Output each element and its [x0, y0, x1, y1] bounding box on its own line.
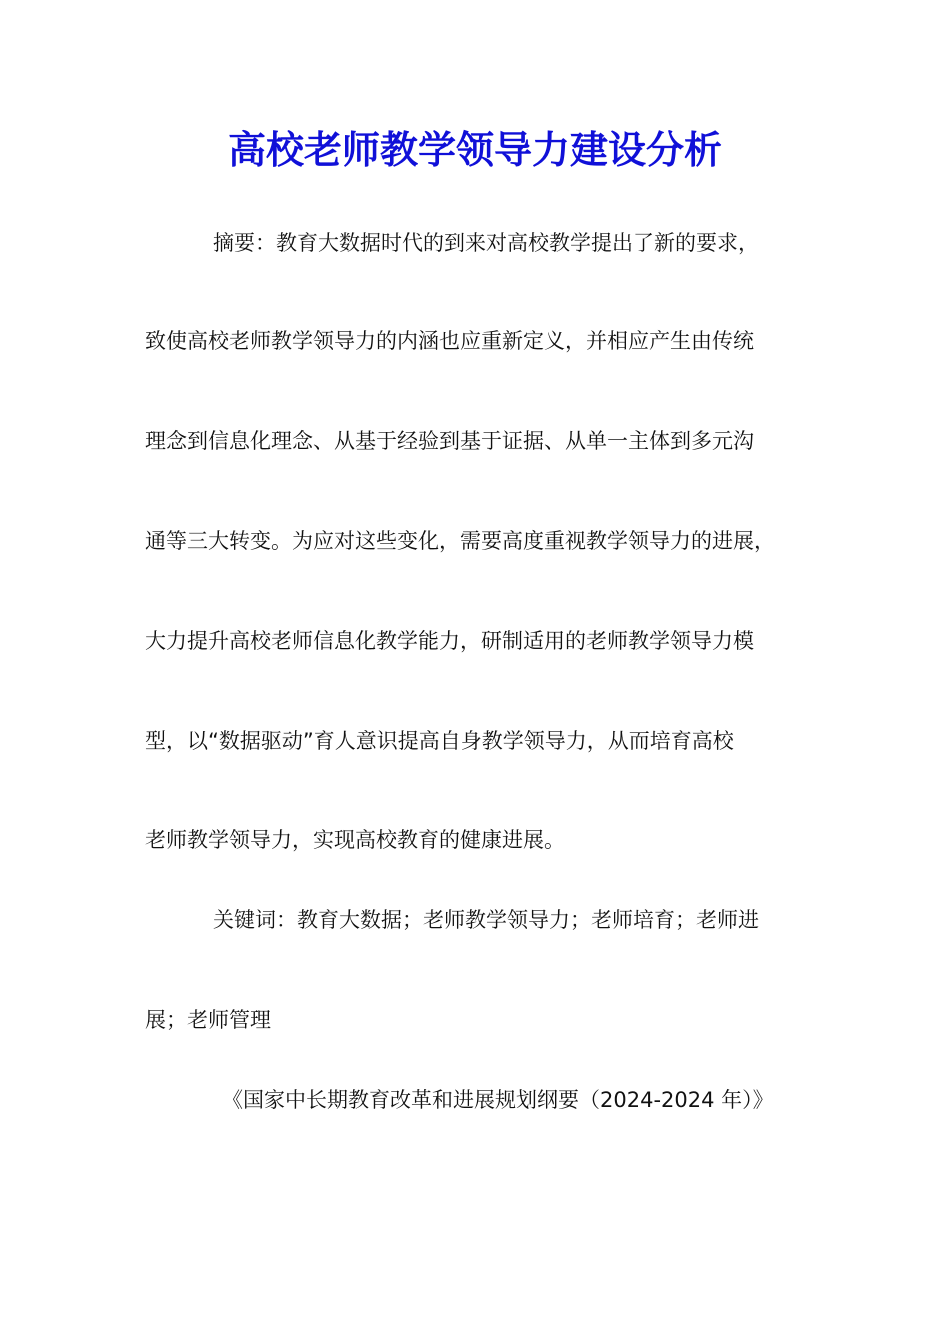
- abstract-line-4: 通等三大转变。为应对这些变化，需要高度重视教学领导力的进展，: [145, 529, 775, 553]
- abstract-line-5: 大力提升高校老师信息化教学能力，研制适用的老师教学领导力模: [145, 629, 754, 653]
- reference-line: 《国家中长期教育改革和进展规划纲要（2024-2024 年）》: [222, 1088, 774, 1112]
- document-title: 高校老师教学领导力建设分析: [227, 127, 722, 172]
- abstract-line-3: 理念到信息化理念、从基于经验到基于证据、从单一主体到多元沟: [145, 429, 754, 453]
- keywords-line-1: 关键词：教育大数据；老师教学领导力；老师培育；老师进: [213, 908, 759, 932]
- abstract-line-1: 摘要：教育大数据时代的到来对高校教学提出了新的要求，: [213, 231, 759, 255]
- abstract-line-2: 致使高校老师教学领导力的内涵也应重新定义，并相应产生由传统: [145, 329, 754, 353]
- abstract-line-7: 老师教学领导力，实现高校教育的健康进展。: [145, 828, 565, 852]
- abstract-line-6: 型，以“数据驱动”育人意识提高自身教学领导力，从而培育高校: [145, 729, 734, 753]
- keywords-line-2: 展；老师管理: [145, 1008, 271, 1032]
